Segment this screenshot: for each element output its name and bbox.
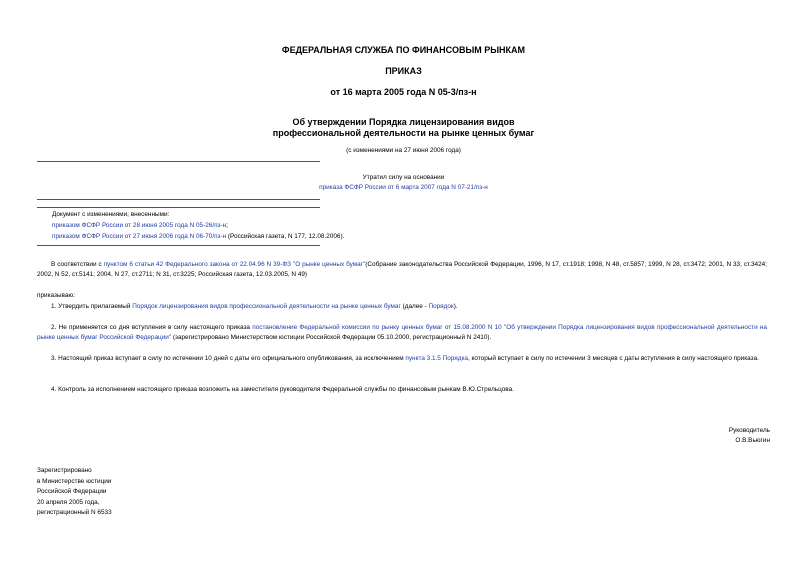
fcsm-resolution-link[interactable]: постановление Федеральной комиссии по рынку ценных бумаг от 15.08.2000 N 10 "Об утверждении Порядка лицензирования видов профессиональной деятельности на рынке ценных бумаг Российской Федерации" xyxy=(37,324,767,341)
item-3-suffix: , который вступает в силу по истечении 3 месяцев с даты вступления в силу настоящего приказа. xyxy=(467,355,759,362)
amendment-link-1[interactable]: приказом ФСФР России от 28 июня 2005 года N 05-26/пз-н xyxy=(52,222,227,229)
changes-item-1-suffix: ; xyxy=(226,222,228,229)
lost-force-text: Утратил силу на основании xyxy=(362,174,445,181)
doc-title-line2: профессиональной деятельности на рынке ценных бумаг xyxy=(272,128,535,138)
orders-word: приказываю: xyxy=(37,292,75,299)
item-1 xyxy=(37,302,767,312)
changes-label: Документ с изменениями, внесенными: xyxy=(52,211,170,218)
changes-item-2 xyxy=(52,232,344,242)
amendment-link-2[interactable]: приказом ФСФР России от 27 июня 2006 года N 06-70/пз-н xyxy=(52,233,227,240)
item-4: 4. Контроль за исполнением настоящего приказа возложить на заместителя руководителя Федеральной службы по финансовым рынкам В.Ю.Стрельцова. xyxy=(51,386,514,393)
registration-line-4: 20 апреля 2005 года, xyxy=(37,499,100,506)
item-1-mid: (далее - xyxy=(400,303,429,310)
divider xyxy=(37,161,320,162)
procedure-short-link[interactable]: Порядок xyxy=(428,303,454,310)
divider xyxy=(37,207,320,208)
item-1-suffix: ). xyxy=(453,303,458,310)
preamble-prefix: В соответствии с xyxy=(51,261,104,268)
item-3 xyxy=(37,354,767,364)
doc-title-line1: Об утверждении Порядка лицензирования видов xyxy=(292,117,515,127)
doc-type: ПРИКАЗ xyxy=(385,66,422,76)
item-1-prefix: 1. Утвердить прилагаемый xyxy=(51,303,133,310)
changes-item-2-suffix: (Российская газета, N 177, 12.08.2006). xyxy=(226,233,345,240)
divider xyxy=(37,245,320,246)
item-3-prefix: 3. Настоящий приказ вступает в силу по истечении 10 дней с даты его официального опубликования, за исключением xyxy=(51,355,406,362)
item-2 xyxy=(37,323,767,343)
lost-force-block xyxy=(0,183,807,193)
registration-line-5: регистрационный N 6533 xyxy=(37,509,112,516)
changes-item-1 xyxy=(52,221,228,231)
clause-link[interactable]: пункта 3.1.5 Порядка xyxy=(405,355,468,362)
signature-role: Руководитель xyxy=(728,427,770,434)
law-link[interactable]: пунктом 6 статьи 42 Федерального закона от 22.04.96 N 39-ФЗ "О рынке ценных бумаг" xyxy=(103,261,366,268)
doc-date-number: от 16 марта 2005 года N 05-3/пз-н xyxy=(330,87,477,97)
lost-force-link[interactable]: приказа ФСФР России от 6 марта 2007 года N 07-21/пз-н xyxy=(319,184,488,191)
item-2-prefix: 2. Не применяется со дня вступления в силу настоящего приказа xyxy=(51,324,253,331)
item-2-suffix: (зарегистрировано Министерством юстиции Российской Федерации 05.10.2000, регистрационный N 2410). xyxy=(171,334,492,341)
preamble-suffix: (Собрание законодательства Российской Федерации, 1996, N 17, ст.1918; 1998, N 48, ст.5857; 1999, N 28, ст.3472; 2001, N 33, ст.3424; 2002, N 52, ст.5141; 2004, N 27, ст.2711; N 31, ст.3225; Российская газета, 12.03.2005, N 49) xyxy=(37,261,767,278)
divider xyxy=(37,199,320,200)
procedure-link[interactable]: Порядок лицензирования видов профессиональной деятельности на рынке ценных бумаг xyxy=(132,303,401,310)
preamble-paragraph xyxy=(37,260,767,280)
amendment-note: (с изменениями на 27 июня 2006 года) xyxy=(346,147,461,154)
signature-name: О.В.Вьюгин xyxy=(735,437,770,444)
registration-line-1: Зарегистрировано xyxy=(37,467,92,474)
registration-line-2: в Министерстве юстиции xyxy=(37,478,112,485)
agency-name: ФЕДЕРАЛЬНАЯ СЛУЖБА ПО ФИНАНСОВЫМ РЫНКАМ xyxy=(281,45,526,55)
registration-line-3: Российской Федерации xyxy=(37,488,107,495)
